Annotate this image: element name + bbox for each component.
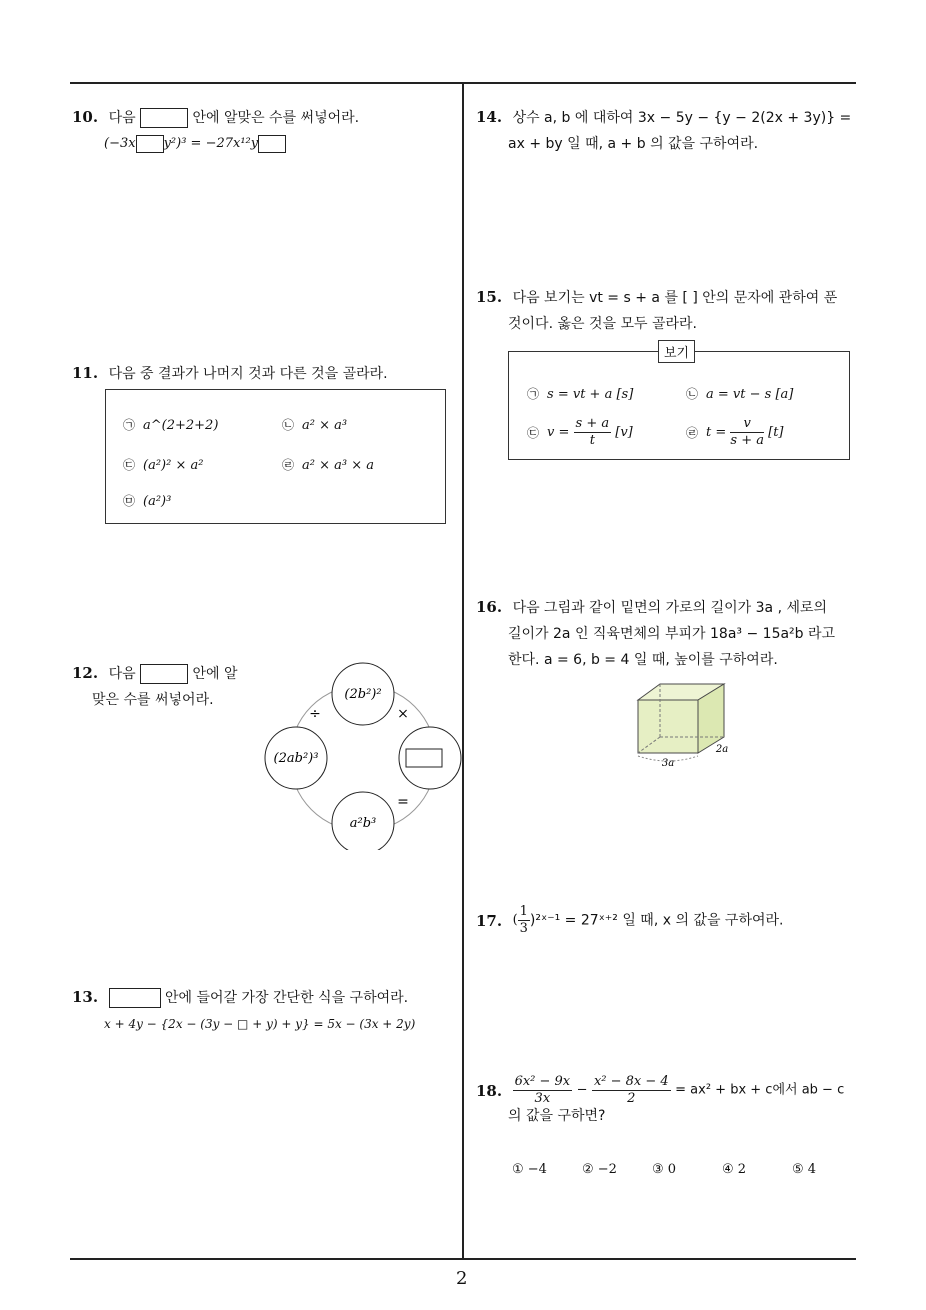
- question-12: 12. 다음 안에 알 맞은 수를 써넣어라.: [72, 664, 238, 708]
- fraction: $\frac{s + a}{t}$: [575, 416, 610, 448]
- node-bottom-label: a²b³: [349, 816, 377, 831]
- depth-label: 2a: [715, 744, 729, 755]
- bogi-label: 보기: [658, 340, 695, 363]
- question-number: 15.: [476, 288, 503, 306]
- question-18: 18. $\frac{\text{6x² − 9x}}{3x}$ − $\frac{\text{x² − 8x − 4}}{2}$ = ax² + bx + c에서 ab − c 의 값을 구하면?: [476, 1074, 845, 1124]
- question-14: 14. 상수 a, b 에 대하여 3x − 5y − {y − 2(2x + 3y)} = ax + by 일 때, a + b 의 값을 구하여라.: [476, 108, 852, 152]
- question-number: 12.: [72, 664, 99, 682]
- q12-cycle-diagram: [260, 660, 470, 850]
- question-10: 10. 다음 안에 알맞은 수를 써넣어라. (−3x y²)³ = −27x¹²y: [72, 104, 452, 157]
- question-15: 15. 다음 보기는 vt = s + a 를 [ ] 안의 문자에 관하여 푼 것이다. 옳은 것을 모두 골라라.: [476, 288, 838, 332]
- question-number: 10.: [72, 108, 99, 126]
- answer-blank[interactable]: [136, 135, 164, 153]
- choice-3[interactable]: ③ 0: [652, 1162, 677, 1177]
- question-number: 18.: [476, 1081, 503, 1100]
- q18-choices: [512, 1162, 832, 1177]
- q11-option-2[interactable]: ㉡ a² × a³: [282, 418, 348, 433]
- fraction: $\frac{\text{x² − 8x − 4}}{2}$: [593, 1074, 669, 1106]
- question-number: 14.: [476, 108, 503, 126]
- q11-option-4[interactable]: ㉣ a² × a³ × a: [282, 458, 375, 473]
- bottom-rule: [70, 1258, 856, 1260]
- choice-5[interactable]: ⑤ 4: [792, 1162, 817, 1177]
- answer-blank[interactable]: [406, 749, 442, 767]
- q11-option-1[interactable]: ㉠ a^(2+2+2): [123, 418, 219, 433]
- node-left-label: (2ab²)³: [273, 751, 319, 766]
- equation: (−3x y²)³ = −27x¹²y: [104, 131, 452, 157]
- equals-operator: =: [397, 794, 409, 810]
- question-number: 11.: [72, 364, 99, 382]
- divide-operator: ÷: [309, 706, 321, 722]
- fraction: $\frac{v}{s + a}$: [730, 416, 764, 448]
- question-13: 13. 안에 들어갈 가장 간단한 식을 구하여라. x + 4y − {2x − (3y − □ + y) + y} = 5x − (3x + 2y): [72, 988, 416, 1031]
- choice-2[interactable]: ② −2: [582, 1162, 617, 1177]
- answer-blank[interactable]: [258, 135, 286, 153]
- answer-blank[interactable]: [140, 664, 188, 684]
- cuboid-front-face: [638, 700, 698, 753]
- question-11: 11. 다음 중 결과가 나머지 것과 다른 것을 골라라.: [72, 364, 388, 382]
- q11-option-5[interactable]: ㉤ (a²)³: [123, 494, 172, 509]
- q15-option-1[interactable]: ㉠ s = vt + a [s]: [527, 387, 634, 402]
- q15-option-4[interactable]: ㉣ t = $\frac{v}{s + a}$ [t]: [686, 416, 784, 448]
- question-number: 13.: [72, 988, 99, 1006]
- width-label: 3a: [661, 758, 675, 769]
- answer-blank[interactable]: [109, 988, 161, 1008]
- answer-blank[interactable]: [140, 108, 188, 128]
- choice-4[interactable]: ④ 2: [722, 1162, 747, 1177]
- question-number: 17.: [476, 911, 503, 930]
- cuboid-figure: [620, 680, 750, 770]
- choice-1[interactable]: ① −4: [512, 1162, 547, 1177]
- question-17: 17. ( $\frac{1}{3}$ )²ˣ⁻¹ = 27ˣ⁺² 일 때, x 의 값을 구하여라.: [476, 904, 784, 936]
- q11-option-3[interactable]: ㉢ (a²)² × a²: [123, 458, 204, 473]
- question-number: 16.: [476, 598, 503, 616]
- fraction: $\frac{\text{6x² − 9x}}{3x}$: [514, 1074, 571, 1106]
- node-top-label: (2b²)²: [344, 687, 382, 702]
- question-16: 16. 다음 그림과 같이 밑면의 가로의 길이가 3a , 세로의 길이가 2a 인 직육면체의 부피가 18a³ − 15a²b 라고 한다. a = 6, b = 4 일 때, 높이를 구하여라.: [476, 598, 836, 668]
- fraction: $\frac{1}{3}$: [519, 904, 528, 936]
- q15-option-3[interactable]: ㉢ v = $\frac{s + a}{t}$ [v]: [527, 416, 633, 448]
- page-number: 2: [456, 1268, 468, 1289]
- multiply-operator: ×: [397, 706, 409, 722]
- q15-option-2[interactable]: ㉡ a = vt − s [a]: [686, 387, 794, 402]
